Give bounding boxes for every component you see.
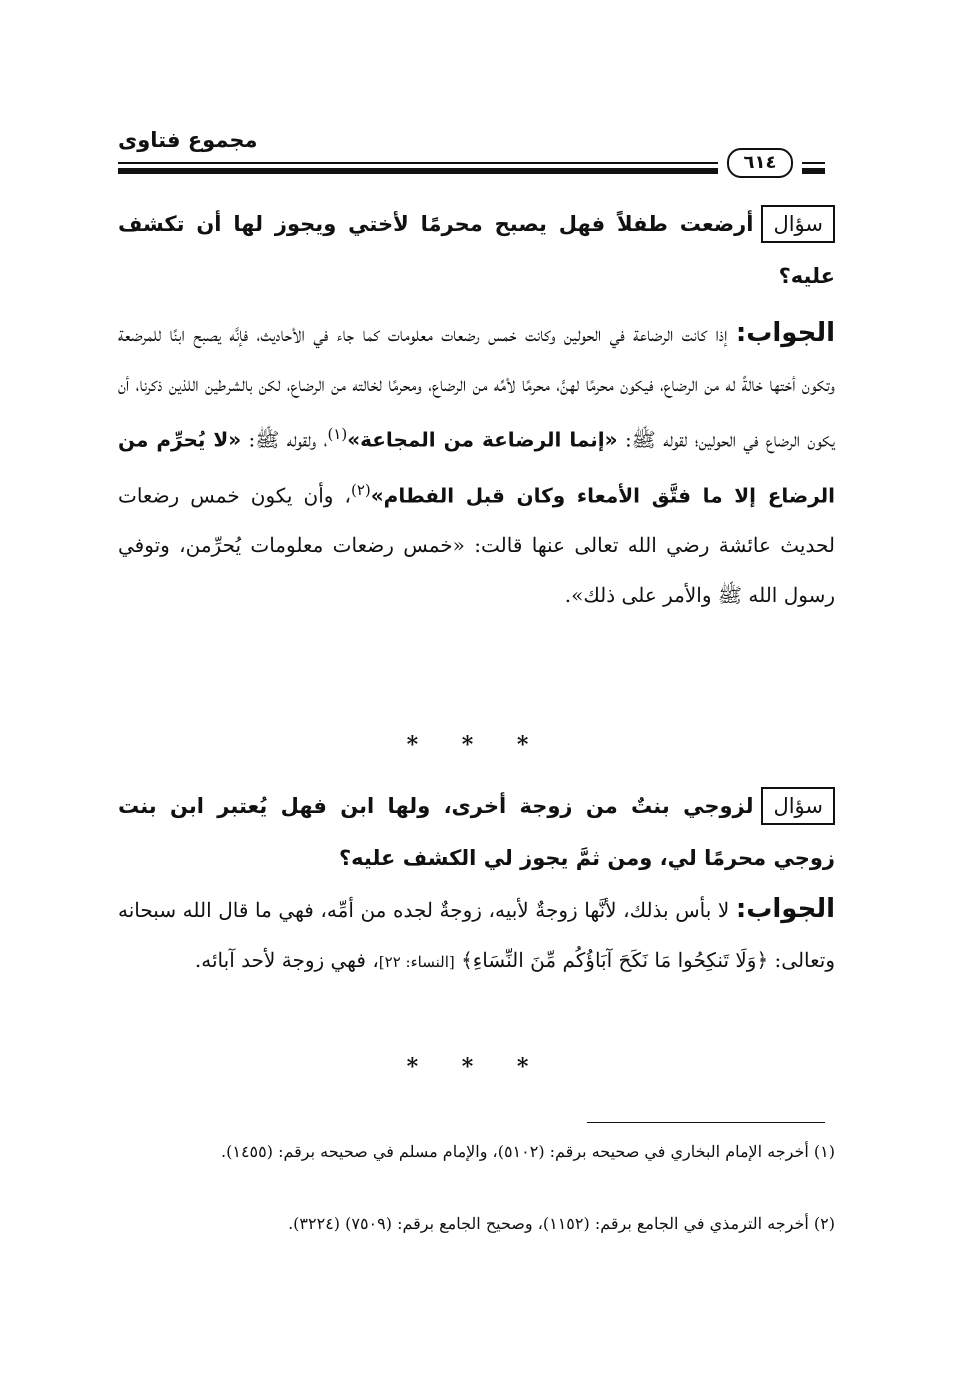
question-1-label: سؤال (761, 205, 835, 243)
footnote-rule (587, 1122, 825, 1123)
answer-1-label: الجواب: (735, 318, 835, 348)
question-2-label: سؤال (761, 787, 835, 825)
question-2-text: لزوجي بنتٌ من زوجة أخرى، ولها ابن فهل يُعتبر ابن بنت زوجي محرمًا لي، ومن ثمَّ يجوز لي الكشف عليه؟ (118, 794, 835, 870)
question-1 (118, 198, 835, 302)
footnote-ref-1: (١) (327, 425, 348, 443)
book-title: مجموع فتاوى (118, 128, 258, 152)
answer-2-part-1: لا بأس بذلك، لأنَّها زوجةٌ لأبيه، زوجةٌ لجده من أمِّه، فهي ما قال الله سبحانه وتعالى: (118, 898, 835, 972)
answer-1-quote-1: «إنما الرضاعة من المجاعة» (347, 427, 618, 452)
answer-2 (118, 884, 835, 987)
answer-2-label: الجواب: (735, 894, 836, 924)
quran-verse: ﴿وَلَا تَنكِحُوا مَا نَكَحَ آبَاؤُكُم مِّنَ النِّسَاءِ﴾ (461, 948, 769, 972)
question-2 (118, 780, 835, 884)
answer-2-part-2: ، فهي زوجة لأحد آبائه. (194, 948, 379, 972)
separator-1: * * * (406, 732, 547, 758)
footnote-ref-2: (٢) (350, 480, 371, 499)
answer-1-part-2: ، ولقوله ﷺ: (241, 427, 328, 452)
question-1-text: أرضعت طفلاً فهل يصبح محرمًا لأختي ويجوز لها أن تكشف عليه؟ (118, 212, 835, 288)
verse-reference: [النساء: ٢٢] (378, 953, 455, 971)
answer-1-quote-2: «لا يُحرِّم من الرضاع إلا ما فتَّق الأمعاء وكان قبل الفطام» (118, 427, 835, 508)
answer-1-part-3: ، وأن يكون خمس رضعات لحديث عائشة رضي الله تعالى عنها قالت: «خمس رضعات معلومات يُحرِّمن، وتوفي رسول الله ﷺ والأمر على ذلك». (118, 483, 835, 608)
footnote-2: (٢) أخرجه الترمذي في الجامع برقم: (١١٥٢)، وصحيح الجامع برقم: (٧٥٠٩) (٣٢٢٤). (288, 1214, 835, 1233)
answer-1-part-1: إذا كانت الرضاعة في الحولين وكانت خمس رضعات معلومات كما جاء في الأحاديث، فإنَّه يصبح ابنًا للمرضعة وتكون أختها خالةً له من الرضاع، فيكون محرمًا لهنَّ، محرمًا لأمِّه من الرضاع، ومحرمًا لخالته من الرضاع، لكن بالشرطين اللذين ذكرنا، أن يكون الرضاع في الحولين؛ لقوله ﷺ: (118, 322, 835, 452)
answer-1 (118, 308, 835, 620)
page-number: ٦١٤ (727, 148, 793, 178)
separator-2: * * * (406, 1054, 547, 1080)
page-number-wrap (718, 148, 802, 178)
footnote-1: (١) أخرجه الإمام البخاري في صحيحه برقم: (٥١٠٢)، والإمام مسلم في صحيحه برقم: (١٤٥٥). (221, 1142, 835, 1161)
